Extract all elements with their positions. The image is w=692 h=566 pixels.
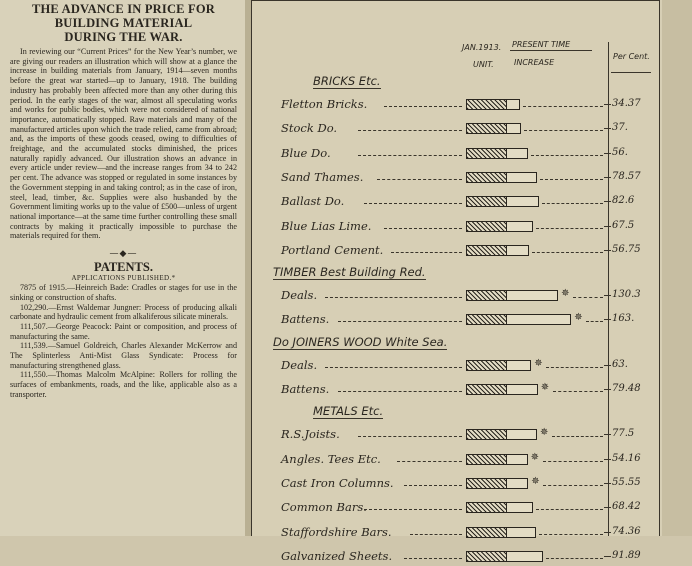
trailing-dashes [524, 130, 603, 131]
chart-section-title: Do JOINERS WOOD White Sea. [273, 334, 448, 349]
price-bar [466, 429, 537, 440]
price-bar [466, 245, 529, 256]
chart-section-title: BRICKS Etc. [313, 74, 381, 88]
chart-row-label: Stock Do. [281, 121, 338, 136]
percent-value: 67.5 [612, 219, 635, 231]
percent-value: 82.6 [612, 195, 635, 207]
trailing-dashes [540, 179, 603, 180]
control-star-icon: ✵ [530, 451, 540, 463]
percent-value: 34.37 [612, 98, 641, 109]
base-unit-hatch [467, 197, 507, 206]
percent-tick [604, 250, 611, 251]
trailing-dashes [542, 203, 603, 204]
leader-dashes [404, 485, 462, 486]
chart-row-label: Blue Do. [281, 145, 331, 160]
percent-tick [604, 459, 611, 460]
trailing-dashes [543, 461, 603, 462]
percent-tick [604, 532, 611, 533]
chart-row-label: Angles. Tees Etc. [281, 451, 381, 466]
base-unit-hatch [467, 100, 507, 109]
percent-tick [604, 177, 611, 178]
price-bar [466, 290, 558, 301]
percent-value: 54.16 [612, 452, 641, 464]
price-bar [466, 360, 531, 371]
leader-dashes [404, 558, 462, 559]
trailing-dashes [532, 252, 603, 253]
control-star-icon: ✵ [531, 475, 540, 487]
chart-row-label: Common Bars. [281, 500, 367, 515]
patent-item: 111,507.—George Peacock: Paint or composition, and process of manufacturing the same. [10, 321, 237, 341]
chart-row-label: Ballast Do. [281, 194, 345, 209]
chart-row-label: Blue Lias Lime. [281, 218, 372, 233]
price-bar [466, 99, 520, 110]
control-star-icon: ✵ [540, 382, 550, 393]
chart-row [251, 118, 660, 138]
base-unit-hatch [467, 291, 507, 300]
percent-value: 130.3 [612, 289, 641, 301]
leader-dashes [391, 252, 462, 253]
percent-tick [604, 365, 611, 366]
control-star-icon: ✵ [534, 357, 543, 369]
percent-tick [604, 483, 611, 484]
chart-row [251, 379, 660, 399]
percent-value: 56. [612, 146, 628, 158]
col-header-percent: Per Cent. [613, 52, 650, 61]
chart-row [251, 309, 660, 329]
base-unit-hatch [467, 149, 507, 158]
base-unit-hatch [467, 124, 507, 133]
percent-value: 68.42 [612, 501, 641, 513]
leader-dashes [364, 509, 462, 510]
chart-row-label: Deals. [281, 357, 318, 372]
control-star-icon: ✵ [540, 427, 549, 439]
chart-section-title: METALS Etc. [313, 404, 384, 419]
chart-page [251, 0, 692, 563]
patent-item: 111,550.—Thomas Malcolm McAlpine: Rollers for rolling the surfaces of embankments, roads, and the like, applicable also as a transporter. [10, 370, 237, 399]
patents-subtitle: APPLICATIONS PUBLISHED.* [71, 274, 176, 283]
leader-dashes [358, 436, 462, 437]
base-unit-hatch [467, 455, 507, 464]
patents-list [10, 283, 237, 399]
article-title-line2: BUILDING MATERIAL [54, 16, 193, 30]
article-title-line3: DURING THE WAR. [64, 30, 183, 44]
percent-value: 55.55 [612, 476, 641, 488]
chart-row-label: Deals. [281, 288, 318, 303]
percent-value: 163. [612, 313, 635, 325]
leader-dashes [397, 461, 462, 462]
percent-value: 91.89 [612, 549, 641, 561]
leader-dashes [410, 534, 462, 535]
leader-dashes [358, 130, 462, 131]
ornament-divider: —◆— [109, 249, 138, 260]
trailing-dashes [536, 509, 603, 510]
percent-value: 37. [612, 122, 628, 134]
leader-dashes [384, 106, 462, 107]
chart-section-title: TIMBER Best Building Red. [273, 265, 426, 280]
article-title [10, 2, 237, 44]
patent-item: 111,539.—Samuel Goldreich, Charles Alexander McKerrow and The Splinterless Anti-Mist Glass Syndicate: Process for manufacturing strengthened glass. [10, 341, 237, 370]
chart-row [251, 424, 660, 444]
percent-value: 77.5 [612, 428, 635, 440]
chart-row-label: Galvanized Sheets. [281, 548, 393, 563]
trailing-dashes [531, 155, 603, 156]
price-bar [466, 314, 571, 325]
trailing-dashes [573, 297, 603, 298]
col-header-unit: UNIT. [473, 60, 494, 69]
base-unit-hatch [467, 528, 507, 537]
percent-value: 78.57 [612, 170, 641, 182]
base-unit-hatch [467, 246, 507, 255]
base-unit-hatch [467, 385, 507, 394]
leader-dashes [377, 179, 462, 180]
trailing-dashes [546, 367, 603, 368]
col-header-jan: JAN.1913. [462, 43, 502, 52]
chart-row-label: Cast Iron Columns. [281, 475, 394, 490]
col-header-increase: INCREASE [514, 58, 555, 67]
chart-row [251, 355, 660, 375]
control-star-icon: ✵ [574, 312, 583, 324]
price-bar [466, 148, 528, 159]
percent-value: 74.36 [612, 525, 641, 537]
chart-row-label: R.S.Joists. [281, 427, 340, 442]
chart-row-label: Battens. [281, 382, 330, 396]
chart-row [251, 522, 660, 542]
trailing-dashes [539, 534, 603, 535]
base-unit-hatch [467, 315, 507, 324]
chart-row [251, 167, 660, 187]
price-bar [466, 123, 521, 134]
leader-dashes [325, 297, 462, 298]
base-unit-hatch [467, 361, 507, 370]
percent-tick [604, 128, 611, 129]
percent-tick [604, 295, 611, 296]
percent-value: 56.75 [612, 243, 641, 255]
leader-dashes [338, 391, 462, 392]
patents-title: PATENTS. [94, 260, 153, 275]
percent-tick [604, 556, 611, 557]
percent-tick [604, 389, 611, 390]
article-column [0, 0, 245, 536]
leader-dashes [384, 228, 462, 229]
chart-row-label: Sand Thames. [281, 169, 364, 184]
chart-row [251, 216, 660, 236]
chart-row [251, 546, 660, 566]
article-body: In reviewing our “Current Prices” for the New Year’s number, we are giving our readers an illustration which will show at a glance the increase in building materials from January, 1914—seven months before the great war started—up to January, 1918. The building industry has probably been affected more than any other during this period. In the early stages of the war, almost all speculating works and works for public bodies, which were not considered of national importance, automatically stopped. Raw materials and many of the manufactured articles upon which the trade relied, came from abroad; and, as the imports of these goods ceased, owing to difficulties of freightage, and the accumulated stocks diminished, the prices naturally rapidly advanced. Our illustration shows an advance in every article under review—and the increase ranges from 34 to 242 per cent. The advance was stopped or regulated in some instances by the Government stepping in and taking control; as in the case of iron, steel, lead, timber, &c. Supplies were also husbanded by the Government limiting works up to the value of £500—unless of urgent national importance—at the same time further controlling these small contracts by making it practically impossible to purchase the materials required for them. [10, 47, 237, 241]
leader-dashes [325, 367, 462, 368]
chart-row [251, 497, 660, 517]
chart-row [251, 240, 660, 260]
percent-tick [604, 104, 611, 105]
price-bar [466, 454, 528, 465]
chart-row [251, 285, 660, 305]
leader-dashes [338, 321, 462, 322]
percent-tick [604, 226, 611, 227]
col-header-present: PRESENT TIME [512, 40, 571, 49]
chart-row-label: Portland Cement. [281, 242, 384, 257]
chart-row [251, 191, 660, 211]
article-title-line1: THE ADVANCE IN PRICE FOR [31, 2, 216, 16]
header-underline [510, 50, 592, 51]
base-unit-hatch [467, 173, 507, 182]
price-bar [466, 172, 537, 183]
percent-value: 79.48 [612, 383, 641, 394]
percent-tick [604, 153, 611, 154]
percent-underline [611, 72, 651, 73]
chart-row-label: Fletton Bricks. [281, 97, 368, 111]
leader-dashes [358, 155, 462, 156]
patent-item: 102,290.—Ernst Waldemar Jungner: Process of producing alkali carbonate and hydraulic cement from alkaliferous silicate minerals. [10, 302, 237, 322]
leader-dashes [364, 203, 462, 204]
trailing-dashes [536, 228, 603, 229]
trailing-dashes [546, 558, 603, 559]
chart-row-label: Staffordshire Bars. [281, 524, 392, 539]
price-bar [466, 384, 538, 395]
base-unit-hatch [467, 479, 507, 488]
trailing-dashes [586, 321, 603, 322]
chart-row [251, 449, 660, 469]
trailing-dashes [552, 436, 603, 437]
price-bar [466, 196, 539, 207]
price-bar [466, 551, 543, 562]
chart-row [251, 473, 660, 493]
base-unit-hatch [467, 430, 507, 439]
page-edge [662, 0, 692, 536]
chart-row [251, 94, 660, 114]
base-unit-hatch [467, 552, 507, 561]
trailing-dashes [543, 485, 603, 486]
price-bar [466, 502, 533, 513]
percent-value: 63. [612, 358, 628, 370]
chart-row [251, 143, 660, 163]
trailing-dashes [523, 106, 603, 107]
patent-item: 7875 of 1915.—Heinreich Bade: Cradles or stages for use in the sinking or construction of shafts. [10, 283, 237, 302]
percent-tick [604, 434, 611, 435]
chart-row-label: Battens. [281, 312, 330, 327]
base-unit-hatch [467, 503, 507, 512]
trailing-dashes [553, 391, 603, 392]
percent-tick [604, 319, 611, 320]
price-bar [466, 221, 533, 232]
base-unit-hatch [467, 222, 507, 231]
price-bar [466, 478, 528, 489]
control-star-icon: ✵ [561, 288, 570, 300]
percent-tick [604, 507, 611, 508]
percent-tick [604, 201, 611, 202]
